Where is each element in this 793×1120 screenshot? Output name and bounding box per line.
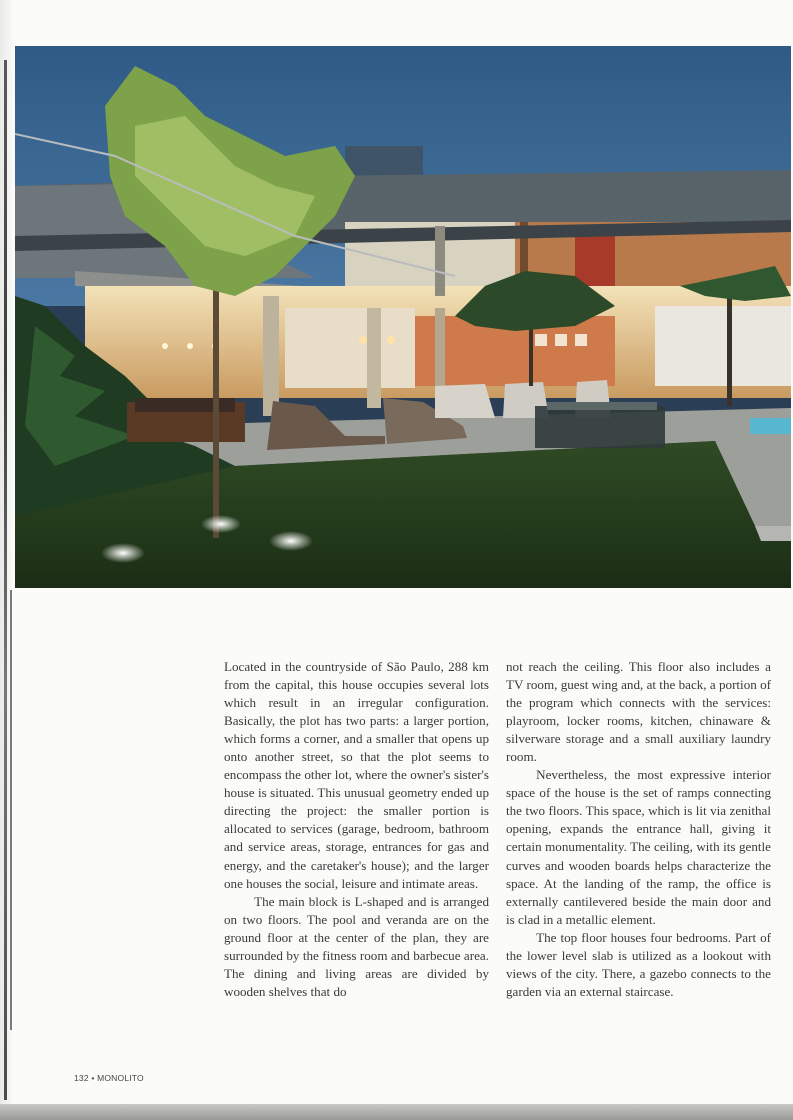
page-bottom-edge <box>0 1104 793 1120</box>
article-column-right <box>506 658 771 1001</box>
house-photo <box>15 46 791 588</box>
paragraph: The top floor houses four bedrooms. Part of the lower level slab is utilized as a lookout with views of the city. There, a gazebo connects to the garden via an external staircase. <box>506 929 771 999</box>
article-column-left <box>224 658 489 1001</box>
paragraph: Nevertheless, the most expressive interior space of the house is the set of ramps connecting the two floors. This space, which is lit via zenithal opening, expands the entrance hall, giving it certain monumentality. The ceiling, with its gentle curves and wooden boards helps characterize the space. At the landing of the ramp, the office is externally cantilevered beside the main door and is clad in a metallic element. <box>506 767 771 927</box>
binding-shadow <box>4 60 7 1100</box>
paragraph: not reach the ceiling. This floor also includes a TV room, guest wing and, at the back, a portion of the program which connects with the services: playroom, locker rooms, kitchen, chinaware & silverware storage and a small auxiliary laundry room. <box>506 659 771 765</box>
paragraph: The main block is L-shaped and is arranged on two floors. The pool and veranda are on the ground floor at the center of the plan, they are surrounded by the fitness room and barbecue area. The dining and living areas are divided by wooden shelves that do <box>224 893 489 999</box>
page-folio: 132 • MONOLITO <box>74 1073 144 1083</box>
paragraph: Located in the countryside of São Paulo, 288 km from the capital, this house occupies several lots which result in an irregular configuration. Basically, the plot has two parts: a larger portion, which forms a corner, and a smaller that opens up onto another street, so that the plot seems to encompass the other lot, where the owner's sister's house is situated. This unusual geometry ended up directing the project: the smaller portion is allocated to services (garage, bedroom, bathroom and service areas, storage, entrances for gas and energy, and the caretaker's house); and the larger one houses the social, leisure and intimate areas. <box>224 659 489 891</box>
